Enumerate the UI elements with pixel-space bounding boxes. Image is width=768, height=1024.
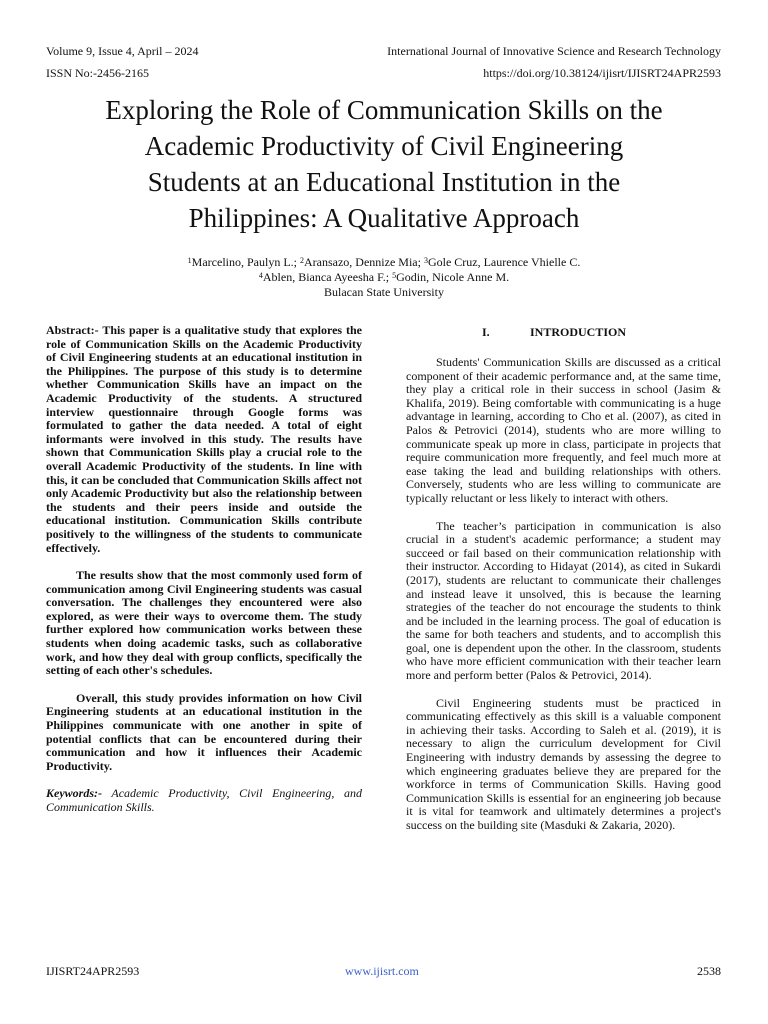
keywords-label: Keywords:- <box>46 786 102 801</box>
section-number: I. <box>482 325 490 339</box>
intro-paragraph: Students' Communication Skills are discussed as a critical component of their academic performance and, at the same time, they play a critical role in their success in school (Jasim & Khalifa, 2019). Being comfortable with communicating is a huge advantage in learning, according to Cho et al. (2007), as cited in Palos & Petrovici (2014), students who are more willing to communicate speak up more in class, participate in projects that require communication more frequently, and feel much more at ease taking the lead and building relationships with others. Conversely, students who are less willing to communicate are typically reluctant or less likely to interact with others. <box>406 355 721 505</box>
abstract-label: Abstract:- <box>46 323 99 337</box>
author-index: 4 <box>258 271 263 280</box>
abstract-column <box>46 324 362 815</box>
author-name: Ablen, Bianca Ayeesha F.; <box>262 270 393 284</box>
intro-paragraph: Civil Engineering students must be practiced in communicating effectively as this skill is a valuable component in achieving their tasks. According to Saleh et al. (2019), it is necessary to align the curriculum development for Civil Engineering with industry demands by assessing the degree to which engineering graduates believe they are prepared for the workforce in terms of Communication Skills. Having good Communication Skills is essential for an engineering job because it is vital for teamwork and ultimately determines a project's success on the building site (Masduki & Zakaria, 2020). <box>406 695 721 832</box>
author-name: Gole Cruz, Laurence Vhielle C. <box>427 255 581 269</box>
abstract-paragraph: Overall, this study provides information on how Civil Engineering students at an educational institution in the Philippines communicate with one another in spite of potential conflicts that can be encountered during their communication and how it influences their Academic Productivity. <box>46 690 362 773</box>
page-number: 2538 <box>697 964 721 978</box>
author-line <box>60 255 708 270</box>
introduction-column <box>406 356 721 833</box>
author-name: Godin, Nicole Anne M. <box>396 270 510 284</box>
title-line: Academic Productivity of Civil Engineering <box>144 131 624 161</box>
volume-info: Volume 9, Issue 4, April – 2024 <box>46 44 199 58</box>
title-line: Students at an Educational Institution in the <box>147 167 621 197</box>
author-index: 5 <box>392 271 397 280</box>
author-name: Marcelino, Paulyn L.; <box>191 255 300 269</box>
author-index: 3 <box>423 256 428 265</box>
abstract-paragraph: The results show that the most commonly used form of communication among Civil Engineering students was casual conversation. The challenges they encountered were also explored, as were their ways to overcome them. The study further explored how communication works between these students when doing academic tasks, such as collaborative work, and how they deal with group conflicts, specifically the setting of each other's schedules. <box>46 568 362 678</box>
affiliation: Bulacan State University <box>324 285 444 299</box>
keywords-text: Academic Productivity, Civil Engineering, and Communication Skills. <box>46 786 362 814</box>
paper-code: IJISRT24APR2593 <box>46 964 140 978</box>
author-block <box>60 255 708 300</box>
author-line <box>60 270 708 285</box>
doi-link[interactable]: https://doi.org/10.38124/ijisrt/IJISRT24APR2593 <box>483 66 721 80</box>
title-line: Exploring the Role of Communication Skills on the <box>105 95 663 125</box>
author-index: 2 <box>299 256 304 265</box>
paper-title <box>40 92 728 236</box>
author-name: Aransazo, Dennize Mia; <box>303 255 424 269</box>
author-index: 1 <box>187 256 192 265</box>
journal-name: International Journal of Innovative Science and Research Technology <box>387 44 721 58</box>
section-title: INTRODUCTION <box>530 325 627 339</box>
abstract-paragraph <box>46 324 362 555</box>
intro-paragraph: The teacher’s participation in communication is also crucial in a student's academic performance; a student may succeed or fail based on their communication relationship with their instructor. According to Hidayat (2014), as cited in Sukardi (2017), students are reluctant to communicate their challenges and instead leave it unsolved, this is because the learning strategies of the teacher do not encourage the students to think and be included in the learning process. The goal of education is the same for both teachers and students, and to accomplish this goal, one is dependent upon the other. In the classroom, students who have more efficient communication with their teacher learn more and perform better (Palos & Petrovici, 2014). <box>406 518 721 683</box>
keywords <box>46 787 362 814</box>
journal-website-link[interactable]: www.ijisrt.com <box>345 964 419 978</box>
abstract-text: This paper is a qualitative study that explores the role of Communication Skills on the Academic Productivity of Civil Engineering students at an educational institution in the Philippines. The purpose of this study is to determine whether Communication Skills have an impact on the Academic Productivity of the students. A structured interview questionnaire through Google forms was formulated to gather the data needed. A total of eight informants were involved in this study. The results have shown that Communication Skills play a crucial role to the overall Academic Productivity of the students. In line with this, it can be concluded that Communication Skills affect not only Academic Productivity but also the relationship between the students and their peers inside and outside the educational institution. Communication Skills contribute positively to the willingness of the students to communicate effectively. <box>46 323 362 555</box>
issn: ISSN No:-2456-2165 <box>46 66 150 80</box>
title-line: Philippines: A Qualitative Approach <box>188 203 580 233</box>
